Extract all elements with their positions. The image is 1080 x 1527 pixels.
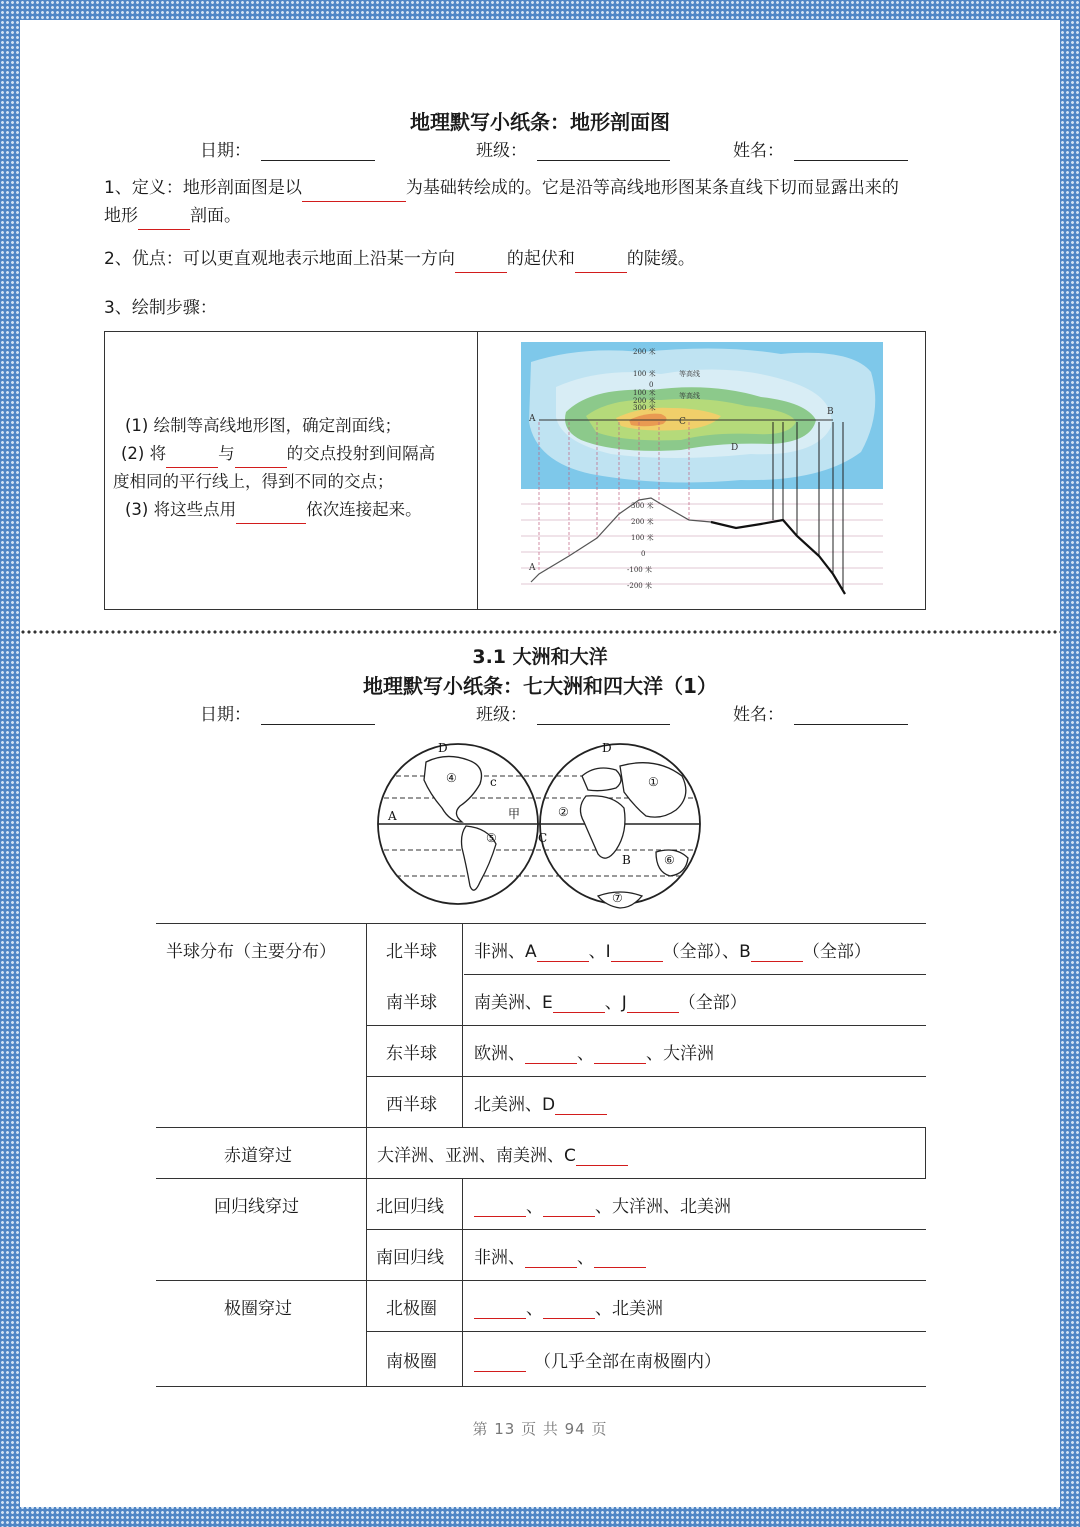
- date-blank[interactable]: [261, 706, 375, 725]
- q1-blank-1[interactable]: [302, 184, 406, 202]
- tropic-cancer-label: 北回归线: [376, 1197, 444, 1217]
- sheet2-title: 地理默写小纸条：七大洲和四大洋（1）: [363, 674, 717, 698]
- cell-text: 、: [526, 1299, 543, 1319]
- step-1: (1) 绘制等高线地形图，确定剖面线；: [125, 416, 402, 435]
- cell-text: 、大洋洲: [646, 1044, 714, 1064]
- blank-ac-2[interactable]: [543, 1301, 595, 1319]
- row-line: [156, 1178, 926, 1179]
- svg-text:D: D: [438, 741, 448, 755]
- name-blank[interactable]: [794, 142, 908, 161]
- row-line: [366, 1025, 926, 1026]
- africa: [580, 796, 625, 858]
- cut-line-divider: [20, 628, 1060, 638]
- step3-text-a: (3) 将这些点用: [125, 500, 237, 519]
- row-line: [366, 1331, 926, 1332]
- step3-blank[interactable]: [236, 506, 306, 524]
- step-3: [113, 496, 473, 524]
- europe: [582, 768, 621, 791]
- blank-I[interactable]: [611, 944, 663, 962]
- sheet1-class-field: [476, 136, 670, 161]
- question-3: 3、绘制步骤：: [104, 298, 217, 318]
- blank-east-1[interactable]: [525, 1046, 577, 1064]
- step2-text-b: 与: [218, 444, 235, 463]
- blank-east-2[interactable]: [594, 1046, 646, 1064]
- page-number: 第 13 页 共 94 页: [472, 1420, 608, 1438]
- svg-text:等高线: 等高线: [679, 370, 700, 378]
- q2-text-b: 的起伏和: [506, 249, 575, 269]
- polar-label: 极圈穿过: [224, 1299, 292, 1319]
- svg-text:⑥: ⑥: [664, 853, 675, 867]
- row-line: [366, 1229, 926, 1230]
- sheet2-date-field: [200, 700, 375, 725]
- question-2: [104, 245, 695, 273]
- svg-text:A: A: [529, 414, 536, 424]
- svg-text:①: ①: [648, 775, 659, 789]
- blank-ac-1[interactable]: [474, 1301, 526, 1319]
- north-hemisphere-row: [474, 937, 871, 962]
- sheet2-class-field: [476, 700, 670, 725]
- row-line: [464, 974, 926, 975]
- blank-antarctic[interactable]: [474, 1354, 526, 1372]
- tropic-cancer-row: [474, 1192, 731, 1217]
- step2-blank-2[interactable]: [235, 450, 287, 468]
- cell-text: 、: [577, 1248, 594, 1268]
- svg-text:②: ②: [558, 805, 569, 819]
- cell-text: 、: [577, 1044, 594, 1064]
- svg-text:甲: 甲: [508, 807, 521, 821]
- date-blank[interactable]: [261, 142, 375, 161]
- south-hemisphere-row: [474, 988, 747, 1013]
- svg-text:⑤: ⑤: [486, 831, 497, 845]
- table-bottom-border: [156, 1386, 926, 1387]
- name-label: 姓名：: [733, 141, 784, 161]
- name-blank[interactable]: [794, 706, 908, 725]
- svg-text:B: B: [622, 853, 631, 867]
- east-hemisphere-row: [474, 1039, 714, 1064]
- hemi-label: 半球分布（主要分布）: [166, 942, 336, 962]
- row-line: [366, 1076, 926, 1077]
- svg-text:B: B: [827, 407, 834, 417]
- world-hemispheres-map: [376, 736, 706, 912]
- svg-text:⑦: ⑦: [612, 891, 623, 905]
- svg-text:200 米: 200 米: [633, 348, 656, 356]
- cell-text: 、J: [604, 993, 627, 1013]
- tropic-label: 回归线穿过: [214, 1197, 299, 1217]
- sheet1-date-field: [200, 136, 375, 161]
- sheet2-section: 3.1 大洲和大洋: [472, 646, 608, 668]
- blank-tcp-1[interactable]: [525, 1250, 577, 1268]
- svg-text:D: D: [731, 443, 739, 453]
- cell-text: 、大洋洲、北美洲: [595, 1197, 731, 1217]
- cell-text: 非洲、: [474, 1248, 525, 1268]
- cell-text: 、: [526, 1197, 543, 1217]
- west-hemisphere-row: [474, 1090, 607, 1115]
- north-hemisphere-label: 北半球: [386, 942, 437, 962]
- sheet1-title: 地理默写小纸条：地形剖面图: [410, 110, 670, 134]
- antarctic-circle-row: [474, 1347, 721, 1372]
- col-line: [462, 923, 463, 1127]
- west-hemisphere-label: 西半球: [386, 1095, 437, 1115]
- q1-text-c: 地形: [104, 206, 138, 226]
- worksheet-page: [20, 20, 1060, 1507]
- svg-text:④: ④: [446, 771, 457, 785]
- table-top-border: [156, 923, 926, 924]
- blank-C[interactable]: [576, 1148, 628, 1166]
- q2-blank-1[interactable]: [455, 255, 507, 273]
- svg-text:-100 米: -100 米: [627, 566, 652, 574]
- question-1: [104, 174, 1004, 230]
- equator-label: 赤道穿过: [224, 1146, 292, 1166]
- cell-text: 、北美洲: [595, 1299, 663, 1319]
- contour-profile-figure: [521, 342, 889, 602]
- step2-blank-1[interactable]: [166, 450, 218, 468]
- q1-blank-2[interactable]: [138, 212, 190, 230]
- blank-tc-2[interactable]: [543, 1199, 595, 1217]
- antarctic-circle-label: 南极圈: [386, 1352, 437, 1372]
- svg-text:100 米: 100 米: [631, 534, 654, 542]
- class-blank[interactable]: [537, 142, 670, 161]
- svg-text:200 米: 200 米: [631, 518, 654, 526]
- class-blank[interactable]: [537, 706, 670, 725]
- step2-text-a: (2) 将: [121, 444, 167, 463]
- row-line: [156, 1280, 926, 1281]
- north-america: [424, 756, 482, 822]
- cell-text: 大洋洲、亚洲、南美洲、C: [377, 1146, 576, 1166]
- date-label: 日期：: [200, 141, 251, 161]
- svg-text:A: A: [388, 809, 397, 823]
- svg-text:等高线: 等高线: [679, 392, 700, 400]
- tropic-capricorn-label: 南回归线: [376, 1248, 444, 1268]
- cell-text: 非洲、A: [474, 942, 537, 962]
- step-2-cont: 度相同的平行线上，得到不同的交点；: [113, 472, 394, 491]
- step-2: [113, 440, 473, 468]
- equator-row: [377, 1141, 628, 1166]
- svg-text:200 米: 200 米: [633, 397, 656, 405]
- svg-text:c: c: [490, 775, 497, 789]
- q2-text-a: 2、优点：可以更直观地表示地面上沿某一方向: [104, 249, 455, 269]
- svg-text:100 米: 100 米: [633, 370, 656, 378]
- cell-text: 北美洲、D: [474, 1095, 556, 1115]
- col-line: [366, 923, 367, 1386]
- cell-text: （全部）、B: [662, 942, 751, 962]
- sheet2-name-field: [733, 700, 908, 725]
- cell-text: （全部）: [802, 942, 871, 962]
- col-line: [462, 1178, 463, 1386]
- blank-A[interactable]: [537, 944, 589, 962]
- blank-B[interactable]: [751, 944, 803, 962]
- steps-text: [113, 412, 473, 524]
- cell-text: 南美洲、E: [474, 993, 553, 1013]
- box-divider: [477, 332, 478, 609]
- profile-area: [521, 489, 883, 602]
- svg-text:300 米: 300 米: [633, 404, 656, 412]
- svg-text:C: C: [679, 417, 686, 427]
- blank-E[interactable]: [553, 995, 605, 1013]
- blank-J[interactable]: [627, 995, 679, 1013]
- name-label: 姓名：: [733, 705, 784, 725]
- date-label: 日期：: [200, 705, 251, 725]
- q2-blank-2[interactable]: [575, 255, 627, 273]
- q1-text-b: 为基础转绘成的。它是沿等高线地形图某条直线下切而显露出来的: [405, 178, 899, 198]
- tropic-capricorn-row: [474, 1243, 646, 1268]
- cell-text: 、I: [588, 942, 611, 962]
- svg-text:A: A: [529, 563, 536, 573]
- svg-text:300 米: 300 米: [631, 502, 654, 510]
- svg-text:100 米: 100 米: [633, 389, 656, 397]
- svg-text:-200 米: -200 米: [627, 582, 652, 590]
- col-line: [925, 1127, 926, 1178]
- svg-text:C: C: [538, 831, 548, 845]
- class-label: 班级：: [476, 141, 527, 161]
- east-hemisphere-label: 东半球: [386, 1044, 437, 1064]
- blank-tc-1[interactable]: [474, 1199, 526, 1217]
- cell-text: 欧洲、: [474, 1044, 525, 1064]
- q2-text-c: 的陡缓。: [626, 249, 695, 269]
- row-line: [156, 1127, 926, 1128]
- arctic-circle-row: [474, 1294, 663, 1319]
- svg-text:0: 0: [641, 550, 646, 558]
- blank-D[interactable]: [555, 1097, 607, 1115]
- cell-text: （几乎全部在南极圈内）: [534, 1352, 721, 1372]
- q1-text-d: 剖面。: [190, 206, 241, 226]
- cell-text: （全部）: [678, 993, 747, 1013]
- q1-text-a: 1、定义：地形剖面图是以: [104, 178, 302, 198]
- svg-text:D: D: [602, 741, 612, 755]
- step3-text-b: 依次连接起来。: [306, 500, 422, 519]
- class-label: 班级：: [476, 705, 527, 725]
- svg-text:0: 0: [649, 381, 654, 389]
- south-hemisphere-label: 南半球: [386, 993, 437, 1013]
- drawing-steps-box: [104, 331, 926, 610]
- step2-text-c: 的交点投射到间隔高: [286, 444, 436, 463]
- sheet1-name-field: [733, 136, 908, 161]
- arctic-circle-label: 北极圈: [386, 1299, 437, 1319]
- asia: [620, 763, 686, 817]
- blank-tcp-2[interactable]: [594, 1250, 646, 1268]
